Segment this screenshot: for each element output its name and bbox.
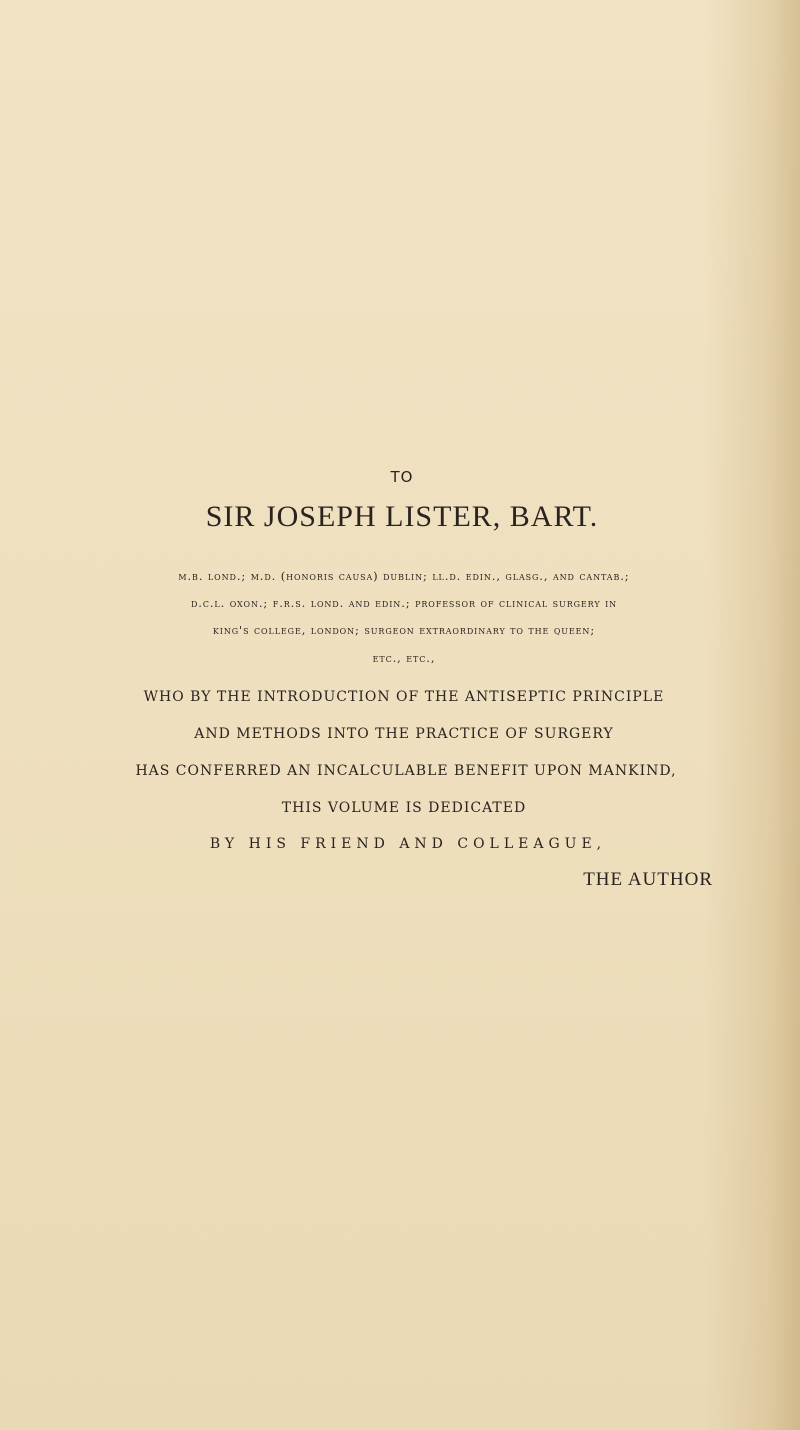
dedication-from: BY HIS FRIEND AND COLLEAGUE,: [209, 836, 607, 852]
dedication-to: TO: [390, 468, 414, 486]
credentials-line: m.b. lond.; m.d. (honoris causa) dublin; ll.d. edin., glasg., and cantab.;: [178, 569, 630, 583]
dedication-text-line: THIS VOLUME IS DEDICATED: [281, 800, 527, 816]
dedication-text-line: WHO BY THE INTRODUCTION OF THE ANTISEPTIC PRINCIPLE: [143, 689, 665, 705]
dedication-text-line: HAS CONFERRED AN INCALCULABLE BENEFIT UPON MANKIND,: [135, 763, 677, 779]
dedicatee-name: SIR JOSEPH LISTER, BART.: [205, 500, 599, 533]
credentials-line: etc., etc.,: [372, 651, 436, 665]
credentials-line: d.c.l. oxon.; f.r.s. lond. and edin.; professor of clinical surgery in: [190, 596, 618, 610]
author-signature: THE AUTHOR: [583, 869, 713, 890]
credentials-line: king's college, london; surgeon extraordinary to the queen;: [212, 623, 596, 637]
dedication-text-line: AND METHODS INTO THE PRACTICE OF SURGERY: [194, 726, 614, 742]
